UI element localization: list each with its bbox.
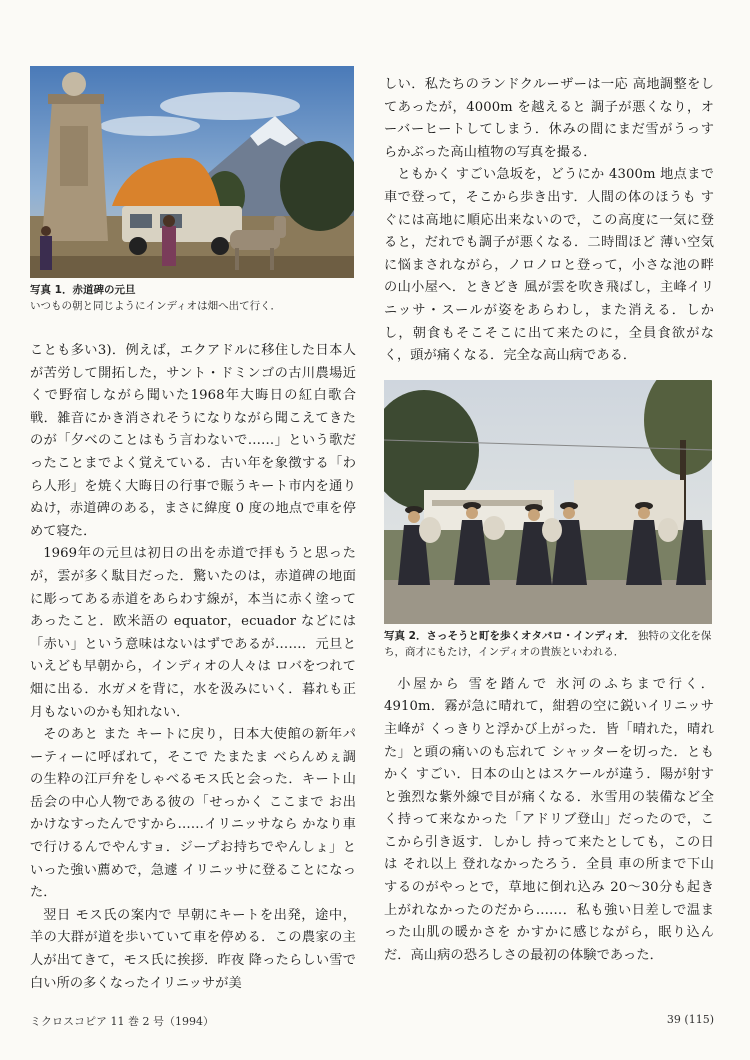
photo2-caption xyxy=(384,628,714,660)
paragraph: 小屋から 雪を踏んで 氷河のふちまで行く．4910m．霧が急に晴れて，紺碧の空に鋭いイリニッサ主峰が くっきりと浮かび上がった．皆「晴れた，晴れた」と頭の痛いのも忘れて シャッターを切った．ともかく すごい．日本の山とはスケールが違う．陽が射すと強烈な紫外線で目が痛くなる．氷雪用の装備など全く持って来なかった「アドリブ登山」だったので，ここから引き返す．しかし 持って来たとしても，この日は それ以上 登れなかったろう．全員 車の所まで下山するのがやっとで，草地に倒れ込み 20～30分も起き上がれなかったのだから……．私も強い日差しで温まった山肌の暖かさを かすかに感じながら，眠り込んだ．高山病の恐ろしさの最初の体験であった． xyxy=(384,676,714,963)
otavalo-indians-illustration xyxy=(384,380,712,624)
page-number: 39 (115) xyxy=(666,1013,714,1026)
photo1-caption xyxy=(30,282,356,314)
photo2-caption-title: 写真 2．さっそうと町を歩くオタバロ・インディオ． xyxy=(384,629,635,642)
page-footer xyxy=(30,1013,714,1029)
photo1-caption-title: 写真 1．赤道碑の元旦 xyxy=(30,284,136,296)
paragraph: 翌日 モス氏の案内で 早朝にキートを出発，途中，羊の大群が道を歩いていて車を停める．この農家の主人が出てきて，モス氏に挨拶．昨夜 降ったらしい雪で白い所の多くなったイリニッサが美 xyxy=(30,907,356,991)
photo-equator-monument xyxy=(30,66,354,278)
journal-info: ミクロスコピア 11 巻 2 号（1994） xyxy=(30,1015,214,1028)
paragraph: 1969年の元旦は初日の出を赤道で拝もうと思ったが，雲が多く駄目だった．驚いたのは，赤道碑の地面に彫ってある赤道をあらわす線が，本当に赤く塗ってあったこと．欧米語の equator，ecuador などには「赤い」という意味はないはずであるが……．元旦といえども早朝から，インディオの人々は ロバをつれて畑に出る．水ガメを背に，水を汲みにいく．暮れも正月もないのかも知れない． xyxy=(30,546,356,720)
photo-otavalo-indians xyxy=(384,380,712,624)
photo2-caption-text: 独特の文化を保ち，商才にもたけ，インディオの貴族といわれる． xyxy=(384,629,712,658)
left-column xyxy=(30,66,356,995)
right-top-body-text xyxy=(384,74,714,368)
left-body-text xyxy=(30,340,356,995)
paragraph: しい．私たちのランドクルーザーは一応 高地調整をしてあったが，4000m を越えると 調子が悪くなり，オーバーヒートしてしまう．休みの間にまだ雪がうっすらかぶった高山植物の写真を撮る． xyxy=(384,77,714,160)
right-column xyxy=(384,74,714,967)
photo1-caption-text: いつもの朝と同じようにインディオは畑へ出て行く． xyxy=(30,300,281,312)
paragraph: ことも多い3)．例えば，エクアドルに移住した日本人が苦労して開拓した，サント・ドミンゴの古川農場近くで野宿しながら聞いた1968年大晦日の紅白歌合戦．雑音にかき消されそうになりながら聞こえてきたのが「夕べのことはもう言わないで……」という歌だったことまでよく覚えている．古い年を象徴する「わら人形」を焼く大晦日の行事で賑うキート市内を通りぬけ，赤道碑のある，まさに緯度 0 度の地点で車を停めて寝た． xyxy=(30,343,356,539)
paragraph: ともかく すごい急坂を，どうにか 4300m 地点まで車で登って，そこから歩き出す．人間の体のほうも すぐには高地に順応出来ないので，この高度に一気に登ると，だれでも調子が悪くなる．二時間ほど 薄い空気に悩まされながら，ノロノロと登って，小さな池の畔の山小屋へ．ときどき 風が雲を吹き飛ばし，主峰イリニッサ・スールが姿をあらわし，また消える．しかし，朝食もそこそこに出て来たのに，全員食欲がなく，頭が痛くなる．完全な高山病である． xyxy=(384,167,714,364)
right-bottom-body-text xyxy=(384,674,714,968)
paragraph: そのあと また キートに戻り，日本大使館の新年パーティーに呼ばれて，そこで たまたま べらんめぇ調の生粋の江戸弁をしゃべるモス氏と会った．キート山岳会の中心人物である彼の「せっかく ここまで お出かけなすったんですから……イリニッサなら かなり車で行けるんでやんすョ．ジープお持ちでやんしょ」といった強い薦めで，急遽 イリニッサに登ることになった． xyxy=(30,727,356,901)
equator-monument-illustration xyxy=(30,66,354,278)
